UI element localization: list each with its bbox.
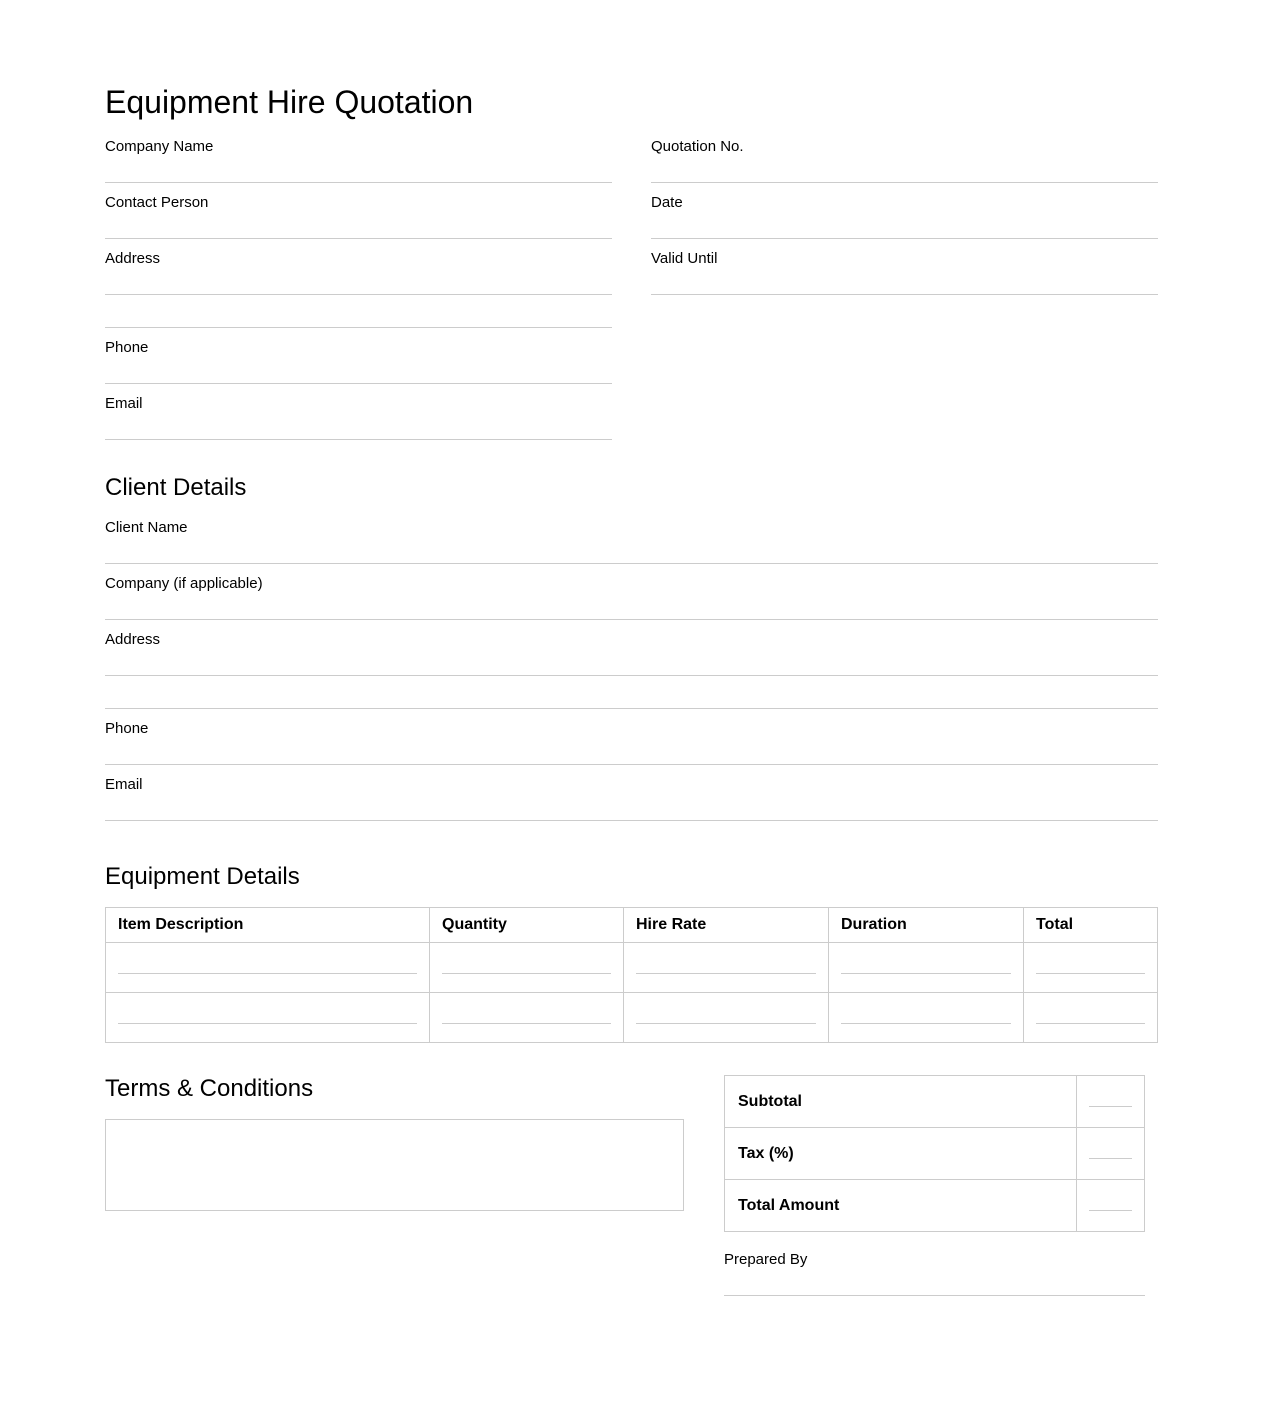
company-phone-input[interactable] <box>105 361 612 381</box>
total-amount-value[interactable] <box>1077 1180 1145 1232</box>
prepared-by-label: Prepared By <box>724 1251 808 1268</box>
quantity-cell[interactable] <box>430 943 624 993</box>
client-company-field[interactable] <box>105 575 1158 621</box>
company-email-label: Email <box>105 395 143 412</box>
client-email-underline <box>105 820 1158 821</box>
total-amount-label: Total Amount <box>725 1180 1077 1232</box>
valid-until-underline <box>651 294 1158 295</box>
prepared-by-underline <box>724 1295 1145 1296</box>
cell-underline <box>1089 1106 1132 1107</box>
prepared-by-field[interactable] <box>724 1251 1145 1297</box>
summary-table <box>724 1075 1145 1232</box>
client-address-underline-2 <box>105 708 1158 709</box>
terms-textarea[interactable] <box>105 1119 684 1211</box>
client-phone-field[interactable] <box>105 720 1158 766</box>
company-name-underline <box>105 182 612 183</box>
client-name-input[interactable] <box>105 541 1158 561</box>
duration-cell[interactable] <box>829 993 1024 1043</box>
date-input[interactable] <box>651 216 1158 236</box>
client-address-underline-1 <box>105 675 1158 676</box>
quotation-no-underline <box>651 182 1158 183</box>
company-address-field[interactable] <box>105 250 612 329</box>
cell-underline <box>841 1023 1011 1024</box>
client-company-label: Company (if applicable) <box>105 575 263 592</box>
client-address-line2-input[interactable] <box>105 686 1158 706</box>
item-description-cell[interactable] <box>106 993 430 1043</box>
client-address-label: Address <box>105 631 161 648</box>
client-details-heading: Client Details <box>105 474 247 501</box>
cell-underline <box>118 1023 417 1024</box>
company-name-field[interactable] <box>105 138 612 184</box>
terms-heading: Terms & Conditions <box>105 1075 314 1102</box>
client-address-line1-input[interactable] <box>105 653 1158 673</box>
item-description-cell[interactable] <box>106 943 430 993</box>
table-row <box>106 993 1158 1043</box>
quotation-no-label: Quotation No. <box>651 138 744 155</box>
company-address-underline-2 <box>105 327 612 328</box>
client-email-label: Email <box>105 776 143 793</box>
date-label: Date <box>651 194 683 211</box>
cell-underline <box>1036 1023 1145 1024</box>
cell-underline <box>1089 1210 1132 1211</box>
col-duration: Duration <box>829 908 1024 943</box>
contact-person-underline <box>105 238 612 239</box>
contact-person-label: Contact Person <box>105 194 209 211</box>
client-phone-label: Phone <box>105 720 149 737</box>
tax-label: Tax (%) <box>725 1128 1077 1180</box>
cell-underline <box>636 973 816 974</box>
company-address-line2-input[interactable] <box>105 305 612 325</box>
col-quantity: Quantity <box>430 908 624 943</box>
company-phone-field[interactable] <box>105 339 612 385</box>
table-row <box>106 943 1158 993</box>
company-address-underline-1 <box>105 294 612 295</box>
company-phone-label: Phone <box>105 339 149 356</box>
client-name-underline <box>105 563 1158 564</box>
subtotal-value[interactable] <box>1077 1076 1145 1128</box>
col-item-description: Item Description <box>106 908 430 943</box>
company-email-input[interactable] <box>105 417 612 437</box>
client-name-field[interactable] <box>105 519 1158 565</box>
equipment-details-heading: Equipment Details <box>105 863 300 890</box>
client-email-input[interactable] <box>105 798 1158 818</box>
client-address-field[interactable] <box>105 631 1158 710</box>
date-field[interactable] <box>651 194 1158 240</box>
company-address-label: Address <box>105 250 161 267</box>
client-email-field[interactable] <box>105 776 1158 822</box>
client-company-underline <box>105 619 1158 620</box>
company-name-input[interactable] <box>105 160 612 180</box>
company-name-label: Company Name <box>105 138 214 155</box>
tax-value[interactable] <box>1077 1128 1145 1180</box>
tax-row <box>725 1128 1145 1180</box>
cell-underline <box>118 973 417 974</box>
total-amount-row <box>725 1180 1145 1232</box>
equipment-table <box>105 907 1158 1043</box>
company-email-field[interactable] <box>105 395 612 441</box>
hire-rate-cell[interactable] <box>624 943 829 993</box>
prepared-by-input[interactable] <box>724 1273 1145 1293</box>
cell-underline <box>841 973 1011 974</box>
contact-person-field[interactable] <box>105 194 612 240</box>
cell-underline <box>636 1023 816 1024</box>
cell-underline <box>1036 973 1145 974</box>
page-title: Equipment Hire Quotation <box>105 84 474 120</box>
equipment-header-row <box>106 908 1158 943</box>
cell-underline <box>442 1023 611 1024</box>
cell-underline <box>1089 1158 1132 1159</box>
quantity-cell[interactable] <box>430 993 624 1043</box>
cell-underline <box>442 973 611 974</box>
total-cell[interactable] <box>1024 993 1158 1043</box>
client-company-input[interactable] <box>105 597 1158 617</box>
duration-cell[interactable] <box>829 943 1024 993</box>
company-phone-underline <box>105 383 612 384</box>
valid-until-label: Valid Until <box>651 250 718 267</box>
subtotal-row <box>725 1076 1145 1128</box>
quotation-no-field[interactable] <box>651 138 1158 184</box>
client-phone-underline <box>105 764 1158 765</box>
client-phone-input[interactable] <box>105 742 1158 762</box>
col-hire-rate: Hire Rate <box>624 908 829 943</box>
quotation-no-input[interactable] <box>651 160 1158 180</box>
company-address-line1-input[interactable] <box>105 272 612 292</box>
date-underline <box>651 238 1158 239</box>
company-email-underline <box>105 439 612 440</box>
total-cell[interactable] <box>1024 943 1158 993</box>
subtotal-label: Subtotal <box>725 1076 1077 1128</box>
valid-until-field[interactable] <box>651 250 1158 296</box>
col-total: Total <box>1024 908 1158 943</box>
hire-rate-cell[interactable] <box>624 993 829 1043</box>
valid-until-input[interactable] <box>651 272 1158 292</box>
client-name-label: Client Name <box>105 519 188 536</box>
contact-person-input[interactable] <box>105 216 612 236</box>
